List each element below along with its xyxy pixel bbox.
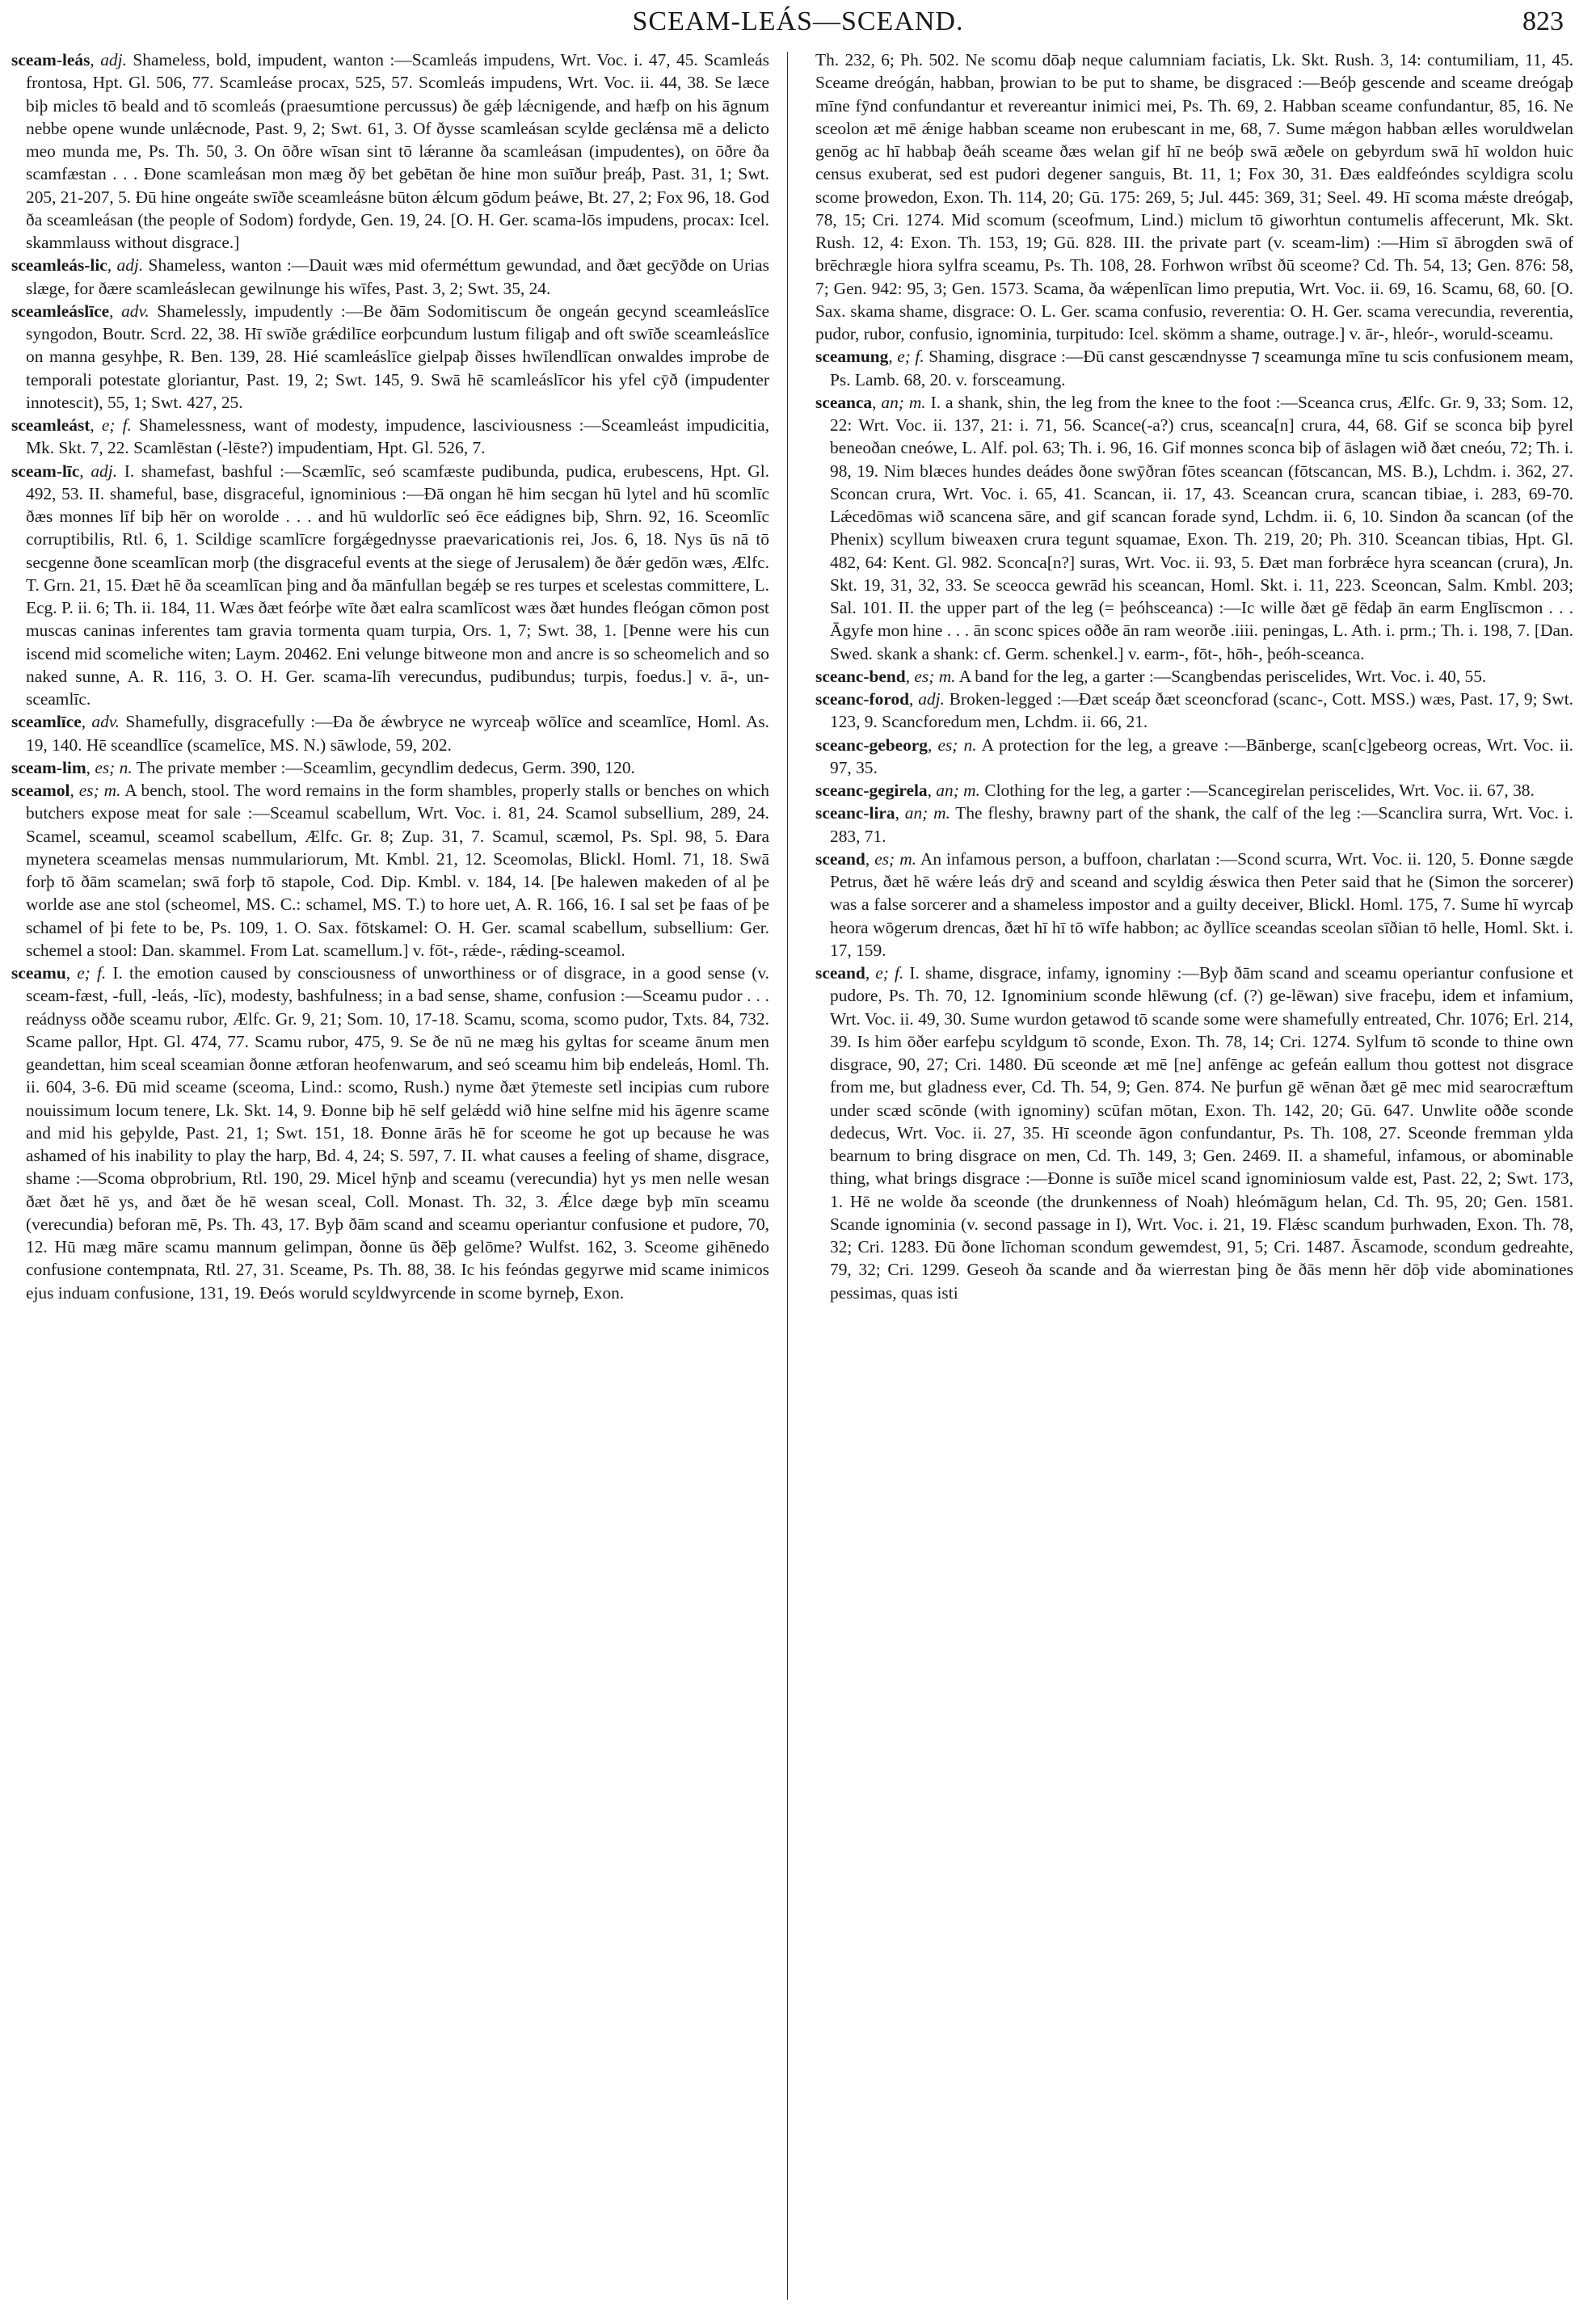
dictionary-entry: sceamung, e; f. Shaming, disgrace :—Ðū canst gescændnysse ⁊ sceamunga mīne tu scis confusionem meam, Ps. Lamb. 68, 20. v. forsceamung.: [815, 347, 1573, 389]
page-number: 823: [1522, 6, 1564, 36]
entry-definition: An infamous person, a buffoon, charlatan :—Scond scurra, Wrt. Voc. ii. 120, 5. Ðonne sægde Petrus, ðæt hē wǽre leás drȳ and sceand and scyldig ǽswica then Peter said that he (Simon the sorcerer) was a false sorcerer and a shameless impostor and a guilty deceiver, Blickl. Homl. 175, 7. Sume hī wyrcaþ heora wōgerum drencas, ðæt hī hī tō wīfe habbon; ac ðyllīce sceandas sceolan sīðian tō helle, Homl. Skt. i. 17, 159.: [830, 848, 1573, 960]
entry-headword: sceamol: [11, 781, 70, 800]
entry-definition: I. a shank, shin, the leg from the knee to the foot :—Sceanca crus, Ælfc. Gr. 9, 33; Som. 12, 22: Wrt. Voc. ii. 137, 21: i. 71, 56. Scance(-a?) crus, sceanca[n] crura, 44, 68. Gif se sconca biþ þyrel beneoðan cneówe, L. Alf. pol. 63; Th. i. 96, 16. Gif monnes sconca biþ of āslagen wið ðæt cneóu, 72; Th. i. 98, 19. Nim blæces hundes deádes ðone swȳðran fōtes sceancan (fōtscancan, MS. B.), Lchdm. i. 362, 27. Sconcan crura, Wrt. Voc. i. 65, 41. Scancan, ii. 17, 43. Sceancan crura, scancan tibiae, i. 283, 69-70. Lǽcedōmas wið scancena sāre, and gif scancan forade synd, Lchdm. ii. 6, 10. Sindon ða scancan (of the Phenix) scyllum biweaxen crura tegunt squamae, Exon. Th. 219, 20; Ph. 310. Sceancan tibias, Hpt. Gl. 482, 64: Kent. Gl. 982. Sconca[n?] suras, Wrt. Voc. ii. 93, 5. Ðæt man forbrǽce hyra sceancan (crura), Jn. Skt. 19, 31, 32, 33. Se sceocca gewrād his sceancan, Homl. Skt. i. 11, 223. Sceoncan, Salm. Kmbl. 203; Sal. 101. II. the upper part of the leg (= þeóhsceanca) :—Ic wille ðæt gē fēdaþ ān earm Englīscmon . . . Āgyfe mon hine . . . ān sconc spices oððe ān ram weorðe .iiii. peningas, L. Ath. i. prm.; Th. i. 198, 7. [Dan. Swed. skank a shank: cf. Germ. schenkel.] v. earm-, fōt-, hōh-, þeóh-sceanca.: [830, 392, 1573, 663]
dictionary-entry: sceamleás-lic, adj. Shameless, wanton :—Dauit wæs mid oferméttum gewundad, and ðæt gecȳðde on Urias slæge, for ðære scamleáslecan gewilnunge his wīfes, Past. 3, 2; Swt. 35, 24.: [11, 255, 769, 298]
dictionary-entry: sceamu, e; f. I. the emotion caused by consciousness of unworthiness or of disgrace, in a good sense (v. sceam-fæst, -full, -leás, -līc), modesty, bashfulness; in a bad sense, shame, confusion :—Sceamu pudor . . . reádnyss oððe sceamu rubor, Ælfc. Gr. 9, 21; Som. 10, 17-18. Scamu, scoma, scomo pudor, Txts. 84, 732. Scame pallor, Hpt. Gl. 474, 77. Scamu rubor, 475, 9. Se ðe nū ne mæg his gyltas for sceame ānum men geandettan, him sceal sceamian ðonne ætforan heofenwarum, and seó sceamu him biþ endeleás, Homl. Th. ii. 604, 3-6. Ðū mid sceame (sceoma, Lind.: scomo, Rush.) nyme ðæt ȳtemeste setl incipias cum rubore nouissimum locum tenere, Lk. Skt. 14, 9. Ðonne biþ hē self gelǽdd wið hine selfne mid his āgenre scame and mid his geþylde, Past. 21, 1; Swt. 151, 18. Ðonne ārās hē for sceome he got up because he was ashamed of his inability to play the harp, Bd. 4, 24; S. 597, 7. II. what causes a feeling of shame, disgrace, shame :—Scoma obprobrium, Rtl. 190, 29. Micel hȳnþ and sceamu (verecundia) hyt ys men nelle wesan ðæt ðæt hē ys, and ðæt ðe hē wesan sceal, Coll. Monast. Th. 32, 3. Ǽlce dæge byþ mīn sceamu (verecundia) beforan mē, Ps. Th. 43, 17. Byþ ðām scand and sceamu operiantur confusione et pudore, 70, 12. Hū mæg māre scamu mannum gelimpan, ðonne ūs ðēþ gelōme? Wulfst. 162, 3. Sceome gihēnedo confusione contempnata, Rtl. 27, 31. Sceame, Ps. Th. 88, 38. Ic his feóndas gegyrwe mid scame inimicos ejus induam confusione, 131, 19. Ðeós woruld scyldwyrcende in scome byrneþ, Exon.: [11, 963, 769, 1303]
entry-headword: sceanc-gebeorg: [815, 735, 928, 755]
entry-headword: sceamlīce: [11, 712, 82, 732]
entry-headword: sceamleást: [11, 415, 91, 435]
entry-definition: I. shame, disgrace, infamy, ignominy :—Byþ ðām scand and sceamu operiantur confusione et pudore, Ps. Th. 70, 12. Ignominium sconde hlēwung (cf. (?) ge-lēwan) sive fraceþu, idem et infamium, Wrt. Voc. ii. 49, 30. Sume wurdon getawod tō scande some were shamefully entreated, Chr. 1076; Erl. 214, 39. Is him ōðer earfeþu scyldgum tō sconde, Exon. Th. 78, 14; Cri. 1274. Sylfum tō sconde to thine own disgrace, 90, 27; Cri. 1480. Ðū sceonde æt mē [ne] anfēnge ac gefeán eallum thou gottest not disgrace from me, but gladness ever, Cd. Th. 54, 9; Gen. 874. Ne þurfun gē wēnan ðæt gē mec mid searocræftum under scæd scōnde (with ignominy) scūfan mōtan, Exon. Th. 142, 20; Gū. 647. Unwlite oððe sconde dedecus, Wrt. Voc. ii. 27, 35. Hī sceonde āgon confundantur, Ps. Th. 108, 27. Sceonde fremman ylda bearnum to bring disgrace on men, Cd. Th. 149, 3; Gen. 2469. II. a shameful, infamous, or abominable thing, what brings disgrace :—Ðonne is suīðe micel scand ignominiosum valde est, Past. 22, 2; Swt. 173, 1. Hē ne wolde ða sceonde (the drunkenness of Noah) hleómāgum helan, Cd. Th. 95, 20; Gen. 1581. Scande ignominia (v. second passage in I), Wrt. Voc. i. 21, 19. Flǽsc scandum þurhwaden, Exon. Th. 78, 32; Cri. 1283. Ðū ðone līchoman scondum gewemdest, 91, 5; Cri. 1487. Āscamode, scondum gedreahte, 79, 32; Cri. 1299. Geseoh ða scande and ða wierrestan þing ðe ðās menn hēr dōþ vide abominationes pessimas, quas isti: [830, 963, 1573, 1303]
entry-grammar: es; m.: [874, 848, 916, 869]
entry-grammar: an; m.: [936, 781, 980, 800]
entry-definition: Shaming, disgrace :—Ðū canst gescændnysse ⁊ sceamunga mīne tu scis confusionem meam, Ps. Lamb. 68, 20. v. forsceamung.: [830, 347, 1573, 389]
dictionary-entry: sceanc-gegirela, an; m. Clothing for the leg, a garter :—Scancegirelan periscelides, Wrt. Voc. ii. 67, 38.: [815, 781, 1535, 800]
left-column: [11, 48, 769, 2303]
dictionary-entry: sceand, e; f. I. shame, disgrace, infamy, ignominy :—Byþ ðām scand and sceamu operiantur confusione et pudore, Ps. Th. 70, 12. Ignominium sconde hlēwung (cf. (?) ge-lēwan) sive fraceþu, idem et infamium, Wrt. Voc. ii. 49, 30. Sume wurdon getawod tō scande some were shamefully entreated, Chr. 1076; Erl. 214, 39. Is him ōðer earfeþu scyldgum tō sconde, Exon. Th. 78, 14; Cri. 1274. Sylfum tō sconde to thine own disgrace, 90, 27; Cri. 1480. Ðū sceonde æt mē [ne] anfēnge ac gefeán eallum thou gottest not disgrace from me, but gladness ever, Cd. Th. 54, 9; Gen. 874. Ne þurfun gē wēnan ðæt gē mec mid searocræftum under scæd scōnde (with ignominy) scūfan mōtan, Exon. Th. 142, 20; Gū. 647. Unwlite oððe sconde dedecus, Wrt. Voc. ii. 27, 35. Hī sceonde āgon confundantur, Ps. Th. 108, 27. Sceonde fremman ylda bearnum to bring disgrace on men, Cd. Th. 149, 3; Gen. 2469. II. a shameful, infamous, or abominable thing, what brings disgrace :—Ðonne is suīðe micel scand ignominiosum valde est, Past. 22, 2; Swt. 173, 1. Hē ne wolde ða sceonde (the drunkenness of Noah) hleómāgum helan, Cd. Th. 95, 20; Gen. 1581. Scande ignominia (v. second passage in I), Wrt. Voc. i. 21, 19. Flǽsc scandum þurhwaden, Exon. Th. 78, 32; Cri. 1283. Ðū ðone līchoman scondum gewemdest, 91, 5; Cri. 1487. Āscamode, scondum gedreahte, 79, 32; Cri. 1299. Geseoh ða scande and ða wierrestan þing ðe ðās menn hēr dōþ vide abominationes pessimas, quas isti: [815, 963, 1573, 1303]
entry-headword: sceam-lim: [11, 757, 86, 777]
entry-definition: A bench, stool. The word remains in the form shambles, properly stalls or benches on which butchers expose meat for sale :—Sceamul scabellum, Wrt. Voc. i. 81, 24. Scamol subsellium, 289, 24. Scamel, sceamul, sceamol scabellum, Ælfc. Gr. 8; Zup. 31, 7. Scamul, scæmol, Ps. Spl. 98, 5. Ðara mynetera sceamelas mensas nummulariorum, Mt. Kmbl. 21, 12. Sceomolas, Blickl. Homl. 71, 18. Swā forþ tō ðām scamelan; swā forþ tō stapole, Cod. Dip. Kmbl. v. 184, 14. [Þe halewen makeden of al þe worlde ase ane stol (scheomel, MS. C.: schamel, MS. T.) to hore uet, A. R. 166, 16. I sal set þe faas of þe schamel of þi fete to be, Ps. 109, 1. O. Sax. fōtskamel: O. H. Ger. scamal scabellum, subsellium: Ger. schemel a stool: Dan. skammel. From Lat. scamellum.] v. fōt-, rǽde-, rǽding-sceamol.: [26, 781, 769, 960]
entry-headword: sceam-leás: [11, 50, 91, 69]
page-header: [0, 0, 1596, 45]
entry-grammar: es; m.: [914, 666, 956, 686]
entry-definition: Clothing for the leg, a garter :—Scancegirelan periscelides, Wrt. Voc. ii. 67, 38.: [984, 781, 1535, 800]
entry-definition: Shameless, wanton :—Dauit wæs mid oferméttum gewundad, and ðæt gecȳðde on Urias slæge, for ðære scamleáslecan gewilnunge his wīfes, Past. 3, 2; Swt. 35, 24.: [26, 255, 769, 298]
dictionary-entry: sceamleáslīce, adv. Shamelessly, impudently :—Be ðām Sodomitiscum ðe ongeán gecynd sceamleáslīce syngodon, Boutr. Scrd. 22, 38. Hī swīðe grǽdilīce eorþcundum lustum filigaþ and oft swīðe sceamleáslīce on manna gesyhþe, R. Ben. 139, 28. Hié scamleáslīce gielpaþ ðisses hwīlendlīcan onwaldes improbe de temporali potestate gloriantur, Past. 19, 2; Swt. 145, 9. Swā hē scamleáslīcor his yfel cȳð (impudenter innotescit), 55, 1; Swt. 427, 25.: [11, 301, 769, 412]
entry-headword: sceanc-bend: [815, 666, 906, 686]
entry-headword: sceand: [815, 963, 865, 983]
entry-headword: sceamleáslīce: [11, 301, 110, 321]
entry-headword: sceanc-lira: [815, 803, 895, 823]
entry-definition: Shamelessness, want of modesty, impudence, lasciviousness :—Sceamleást impudicitia, Mk. Skt. 7, 22. Scamlēstan (-lēste?) impudentiam, Hpt. Gl. 526, 7.: [26, 415, 769, 458]
dictionary-entry: sceanc-forod, adj. Broken-legged :—Ðæt sceáp ðæt sceoncforad (scanc-, Cott. MSS.) wæs, Past. 17, 9; Swt. 123, 9. Scancforedum men, Lchdm. ii. 66, 21.: [815, 689, 1573, 732]
dictionary-entry: sceamlīce, adv. Shamefully, disgracefully :—Ða ðe ǽwbryce ne wyrceaþ wōlīce and sceamlīce, Homl. As. 19, 140. Hē sceandlīce (scamelīce, MS. N.) sāwlode, 59, 202.: [11, 712, 769, 755]
dictionary-entry: sceand, es; m. An infamous person, a buffoon, charlatan :—Scond scurra, Wrt. Voc. ii. 120, 5. Ðonne sægde Petrus, ðæt hē wǽre leás drȳ and sceand and scyldig ǽswica then Peter said that he (Simon the sorcerer) was a false sorcerer and a shameless impostor and a guilty deceiver, Blickl. Homl. 175, 7. Sume hī wyrcaþ heora wōgerum drencas, ðæt hī hī tō wīfe habbon; ac ðyllīce sceandas sceolan sīðian tō helle, Homl. Skt. i. 17, 159.: [815, 848, 1573, 960]
entry-headword: sceanc-forod: [815, 689, 910, 709]
entry-grammar: es; m.: [78, 781, 121, 800]
dictionary-entry: sceanc-gebeorg, es; n. A protection for the leg, a greave :—Bānberge, scan[c]gebeorg ocreas, Wrt. Voc. ii. 97, 35.: [815, 735, 1573, 777]
entry-grammar: adv.: [91, 712, 120, 732]
entry-headword: sceamu: [11, 963, 66, 983]
entry-grammar: e; f.: [897, 347, 924, 367]
entry-grammar: e; f.: [101, 415, 132, 435]
entry-grammar: adj.: [918, 689, 945, 709]
entry-headword: sceam-līc: [11, 461, 80, 481]
entry-definition: A band for the leg, a garter :—Scangbendas periscelides, Wrt. Voc. i. 40, 55.: [958, 666, 1487, 686]
dictionary-entry: sceam-līc, adj. I. shamefast, bashful :—Scæmlīc, seó scamfæste pudibunda, pudica, erubescens, Hpt. Gl. 492, 53. II. shameful, base, disgraceful, ignominious :—Ðā ongan hē him secgan hū lytel and hū scomlīc ðæs monnes līf biþ hēr on worolde . . . and hū wuldorlīc seó ēce eádignes biþ, Shrn. 92, 16. Sceomlīc corruptibilis, Rtl. 6, 1. Scildige scamlīcre forgǽgednysse praevaricationis rei, Jos. 6, 18. Nys ūs nā tō secgenne ðone sceamlīcan morþ (the disgraceful events at the siege of Jerusalem) ðe ðǽr gedōn wæs, Ælfc. T. Grn. 21, 15. Ðæt hē ða sceamlīcan þing and ða mānfullan begǽþ se res turpes et scelestas committere, L. Ecg. P. ii. 6; Th. ii. 184, 11. Wæs ðæt feórþe wīte ðæt ealra scamlīcost wæs ðæt hundes fleógan cōmon post muscas caninas inferentes tam gravia tormenta quam turpia, Ors. 1, 7; Swt. 38, 1. [Þenne were his cun iscend mid scomeliche witen; Laym. 20462. Eni velunge bitweone mon and ancre is so scheomelich and so naked sunne, A. R. 116, 3. O. H. Ger. scama-līh verecundus, pudibundus; turpis, foedus.] v. ā-, un-sceamlīc.: [11, 461, 769, 709]
dictionary-entry: sceam-leás, adj. Shameless, bold, impudent, wanton :—Scamleás impudens, Wrt. Voc. i. 47, 45. Scamleás frontosa, Hpt. Gl. 506, 77. Scamleáse procax, 525, 57. Scomleás impudens, Wrt. Voc. ii. 44, 38. Se læce biþ micles tō beald and tō scomleás (praesumtione percussus) ðe gǽþ lǽcnigende, and hæfþ on his āgnum nebbe opene wunde unlǽcnode, Past. 9, 2; Swt. 61, 3. Of ðysse scamleásan scylde geclǽnsa mē a delicto meo munda me, Ps. Th. 50, 3. On ōðre wīsan sint tō lǽranne ða scamleásan (impudentes), on ōðre ða scamfæstan . . . Ðone scamleásan mon mæg ðȳ bet gebētan ðe hine mon suīður þreáþ, Past. 31, 1; Swt. 205, 21-207, 5. Ðū hine ongeáte swīðe sceamleásne būton ǽlcum gōdum þeáwe, Bt. 27, 2; Fox 96, 18. God ða sceamleásan (the people of Sodom) fordyde, Gen. 19, 24. [O. H. Ger. scama-lōs impudens, procax: Icel. skammlauss without disgrace.]: [11, 50, 769, 252]
entry-definition: A protection for the leg, a greave :—Bānberge, scan[c]gebeorg ocreas, Wrt. Voc. ii. 97, 35.: [830, 735, 1573, 777]
entry-definition: Shamefully, disgracefully :—Ða ðe ǽwbryce ne wyrceaþ wōlīce and sceamlīce, Homl. As. 19, 140. Hē sceandlīce (scamelīce, MS. N.) sāwlode, 59, 202.: [26, 712, 769, 755]
dictionary-entry: sceamol, es; m. A bench, stool. The word remains in the form shambles, properly stalls or benches on which butchers expose meat for sale :—Sceamul scabellum, Wrt. Voc. i. 81, 24. Scamol subsellium, 289, 24. Scamel, sceamul, sceamol scabellum, Ælfc. Gr. 8; Zup. 31, 7. Scamul, scæmol, Ps. Spl. 98, 5. Ðara mynetera sceamelas mensas nummulariorum, Mt. Kmbl. 21, 12. Sceomolas, Blickl. Homl. 71, 18. Swā forþ tō ðām scamelan; swā forþ tō stapole, Cod. Dip. Kmbl. v. 184, 14. [Þe halewen makeden of al þe worlde ase ane stol (scheomel, MS. C.: schamel, MS. T.) to hore uet, A. R. 166, 16. I sal set þe faas of þe schamel of þi fete to be, Ps. 109, 1. O. Sax. fōtskamel: O. H. Ger. scamal scabellum, subsellium: Ger. schemel a stool: Dan. skammel. From Lat. scamellum.] v. fōt-, rǽde-, rǽding-sceamol.: [11, 781, 769, 960]
entry-grammar: adj.: [116, 255, 144, 276]
entry-definition: Shameless, bold, impudent, wanton :—Scamleás impudens, Wrt. Voc. i. 47, 45. Scamleás frontosa, Hpt. Gl. 506, 77. Scamleáse procax, 525, 57. Scomleás impudens, Wrt. Voc. ii. 44, 38. Se læce biþ micles tō beald and tō scomleás (praesumtione percussus) ðe gǽþ lǽcnigende, and hæfþ on his āgnum nebbe opene wunde unlǽcnode, Past. 9, 2; Swt. 61, 3. Of ðysse scamleásan scylde geclǽnsa mē a delicto meo munda me, Ps. Th. 50, 3. On ōðre wīsan sint tō lǽranne ða scamleásan (impudentes), on ōðre ða scamfæstan . . . Ðone scamleásan mon mæg ðȳ bet gebētan ðe hine mon suīður þreáþ, Past. 31, 1; Swt. 205, 21-207, 5. Ðū hine ongeáte swīðe sceamleásne būton ǽlcum gōdum þeáwe, Bt. 27, 2; Fox 96, 18. God ða sceamleásan (the people of Sodom) fordyde, Gen. 19, 24. [O. H. Ger. scama-lōs impudens, procax: Icel. skammlauss without disgrace.]: [26, 50, 769, 252]
entry-grammar: es; n.: [95, 757, 133, 777]
entry-definition: I. the emotion caused by consciousness of unworthiness or of disgrace, in a good sense (v. sceam-fæst, -full, -leás, -līc), modesty, bashfulness; in a bad sense, shame, confusion :—Sceamu pudor . . . reádnyss oððe sceamu rubor, Ælfc. Gr. 9, 21; Som. 10, 17-18. Scamu, scoma, scomo pudor, Txts. 84, 732. Scame pallor, Hpt. Gl. 474, 77. Scamu rubor, 475, 9. Se ðe nū ne mæg his gyltas for sceame ānum men geandettan, him sceal sceamian ðonne ætforan heofenwarum, and seó sceamu him biþ endeleás, Homl. Th. ii. 604, 3-6. Ðū mid sceame (sceoma, Lind.: scomo, Rush.) nyme ðæt ȳtemeste setl incipias cum rubore nouissimum locum tenere, Lk. Skt. 14, 9. Ðonne biþ hē self gelǽdd wið hine selfne mid his āgenre scame and mid his geþylde, Past. 21, 1; Swt. 151, 18. Ðonne ārās hē for sceome he got up because he was ashamed of his inability to play the harp, Bd. 4, 24; S. 597, 7. II. what causes a feeling of shame, disgrace, shame :—Scoma obprobrium, Rtl. 190, 29. Micel hȳnþ and sceamu (verecundia) hyt ys men nelle wesan ðæt ðæt hē ys, and ðæt ðe hē wesan sceal, Coll. Monast. Th. 32, 3. Ǽlce dæge byþ mīn sceamu (verecundia) beforan mē, Ps. Th. 43, 17. Byþ ðām scand and sceamu operiantur confusione et pudore, 70, 12. Hū mæg māre scamu mannum gelimpan, ðonne ūs ðēþ gelōme? Wulfst. 162, 3. Sceome gihēnedo confusione contempnata, Rtl. 27, 31. Sceame, Ps. Th. 88, 38. Ic his feóndas gegyrwe mid scame inimicos ejus induam confusione, 131, 19. Ðeós woruld scyldwyrcende in scome byrneþ, Exon.: [26, 963, 769, 1303]
entry-definition: The fleshy, brawny part of the shank, the calf of the leg :—Scanclira surra, Wrt. Voc. i. 283, 71.: [830, 803, 1573, 846]
dictionary-entry: sceamleást, e; f. Shamelessness, want of modesty, impudence, lasciviousness :—Sceamleást impudicitia, Mk. Skt. 7, 22. Scamlēstan (-lēste?) impudentiam, Hpt. Gl. 526, 7.: [11, 415, 769, 458]
entry-definition: The private member :—Sceamlim, gecyndlim dedecus, Germ. 390, 120.: [136, 757, 635, 777]
dictionary-entry: sceanc-bend, es; m. A band for the leg, a garter :—Scangbendas periscelides, Wrt. Voc. i. 40, 55.: [815, 666, 1487, 686]
entry-grammar: adv.: [121, 301, 149, 321]
entry-headword: sceamleás-lic: [11, 255, 107, 276]
entry-grammar: e; f.: [77, 963, 107, 983]
entry-grammar: adj.: [100, 50, 127, 69]
entry-grammar: e; f.: [875, 963, 904, 983]
page-title: SCEAM-LEÁS—SCEAND.: [632, 6, 964, 36]
entry-headword: sceand: [815, 848, 865, 869]
dictionary-entry: sceanca, an; m. I. a shank, shin, the leg from the knee to the foot :—Sceanca crus, Ælfc. Gr. 9, 33; Som. 12, 22: Wrt. Voc. ii. 137, 21: i. 71, 56. Scance(-a?) crus, sceanca[n] crura, 44, 68. Gif se sconca biþ þyrel beneoðan cneówe, L. Alf. pol. 63; Th. i. 96, 16. Gif monnes sconca biþ of āslagen wið ðæt cneóu, 72; Th. i. 98, 19. Nim blæces hundes deádes ðone swȳðran fōtes sceancan (fōtscancan, MS. B.), Lchdm. i. 362, 27. Sconcan crura, Wrt. Voc. i. 65, 41. Scancan, ii. 17, 43. Sceancan crura, scancan tibiae, i. 283, 69-70. Lǽcedōmas wið scancena sāre, and gif scancan forade synd, Lchdm. ii. 6, 10. Sindon ða scancan (of the Phenix) scyllum biweaxen crura tegunt squamae, Exon. Th. 219, 20; Ph. 310. Sceancan tibias, Hpt. Gl. 482, 64: Kent. Gl. 982. Sconca[n?] suras, Wrt. Voc. ii. 93, 5. Ðæt man forbrǽce hyra sceancan (crura), Jn. Skt. 19, 31, 32, 33. Se sceocca gewrād his sceancan, Homl. Skt. i. 11, 223. Sceoncan, Salm. Kmbl. 203; Sal. 101. II. the upper part of the leg (= þeóhsceanca) :—Ic wille ðæt gē fēdaþ ān earm Englīscmon . . . Āgyfe mon hine . . . ān sconc spices oððe ān ram weorðe .iiii. peningas, L. Ath. i. prm.; Th. i. 198, 7. [Dan. Swed. skank a shank: cf. Germ. schenkel.] v. earm-, fōt-, hōh-, þeóh-sceanca.: [815, 392, 1573, 663]
entry-grammar: an; m.: [881, 392, 926, 412]
dictionary-entry: sceanc-lira, an; m. The fleshy, brawny part of the shank, the calf of the leg :—Scanclira surra, Wrt. Voc. i. 283, 71.: [815, 803, 1573, 846]
entry-definition: Broken-legged :—Ðæt sceáp ðæt sceoncforad (scanc-, Cott. MSS.) wæs, Past. 17, 9; Swt. 123, 9. Scancforedum men, Lchdm. ii. 66, 21.: [830, 689, 1573, 732]
entry-definition: Th. 232, 6; Ph. 502. Ne scomu dōaþ neque calumniam faciatis, Lk. Skt. Rush. 3, 14: contumiliam, 11, 45. Sceame dreógán, habban, þrowian to be put to shame, be disgraced :—Beóþ gescende and sceame dreógaþ mīne fȳnd confundantur et revereantur inimici mei, Ps. Th. 69, 2. Habban sceame confundantur, 85, 16. Ne sceolon æt mē ǽnige habban sceame non erubescant in me, 68, 7. Sume mǽgon habban ælles woruldwelan genōg ac hī habbaþ ðeáh sceame ðæs welan gif hī ne beóþ swā æðele on gebyrdum swā hī woldon huic census exuberat, sed est pudori degener sanguis, Bt. 11, 1; Fox 30, 31. Ðæs ealdfeóndes scyldigra scolu scome þrowedon, Exon. Th. 114, 20; Gū. 175: 269, 5; Jul. 445: 369, 31; Seel. 49. Hī scoma mǽste dreógaþ, 78, 15; Cri. 1274. Mid scomum (sceofmum, Lind.) miclum tō giworhtun contumelis affecerunt, Mk. Skt. Rush. 12, 4: Exon. Th. 153, 19; Gū. 828. III. the private part (v. sceam-lim) :—Him sī ābrogden swā of brēchrægle hiora sylfra sceamu, Ps. Th. 108, 28. Forhwon wrībst ðū sceome? Cd. Th. 54, 13; Gen. 876: 58, 7; Gen. 942: 95, 3; Gen. 1573. Scama, ða wǽpenlīcan limo preputia, Wrt. Voc. ii. 69, 16. Scamu, 68, 60. [O. Sax. skama shame, disgrace: O. L. Ger. scama confusio, reverentia: O. H. Ger. scama verecundia, reverentia, pudor, rubor, confusio, ignominia, turpitudo: Icel. skömm a shame, outrage.] v. ār-, hleór-, woruld-sceamu.: [815, 50, 1573, 343]
dictionary-entry: sceam-lim, es; n. The private member :—Sceamlim, gecyndlim dedecus, Germ. 390, 120.: [11, 757, 635, 777]
entry-grammar: an; m.: [904, 803, 950, 823]
dictionary-entry: [815, 48, 1573, 345]
entry-definition: I. shamefast, bashful :—Scæmlīc, seó scamfæste pudibunda, pudica, erubescens, Hpt. Gl. 492, 53. II. shameful, base, disgraceful, ignominious :—Ðā ongan hē him secgan hū lytel and hū scomlīc ðæs monnes līf biþ hēr on worolde . . . and hū wuldorlīc seó ēce eádignes biþ, Shrn. 92, 16. Sceomlīc corruptibilis, Rtl. 6, 1. Scildige scamlīcre forgǽgednysse praevaricationis rei, Jos. 6, 18. Nys ūs nā tō secgenne ðone sceamlīcan morþ (the disgraceful events at the siege of Jerusalem) ðe ðǽr gedōn wæs, Ælfc. T. Grn. 21, 15. Ðæt hē ða sceamlīcan þing and ða mānfullan begǽþ se res turpes et scelestas committere, L. Ecg. P. ii. 6; Th. ii. 184, 11. Wæs ðæt feórþe wīte ðæt ealra scamlīcost wæs ðæt hundes fleógan cōmon post muscas caninas inferentes tam gravia tormenta quam turpia, Ors. 1, 7; Swt. 38, 1. [Þenne were his cun iscend mid scomeliche witen; Laym. 20462. Eni velunge bitweone mon and ancre is so scheomelich and so naked sunne, A. R. 116, 3. O. H. Ger. scama-līh verecundus, pudibundus; turpis, foedus.] v. ā-, un-sceamlīc.: [26, 461, 769, 709]
right-column: [815, 48, 1573, 2303]
column-divider: [787, 52, 788, 2300]
entry-headword: sceanc-gegirela: [815, 781, 928, 800]
entry-definition: Shamelessly, impudently :—Be ðām Sodomitiscum ðe ongeán gecynd sceamleáslīce syngodon, Boutr. Scrd. 22, 38. Hī swīðe grǽdilīce eorþcundum lustum filigaþ and oft swīðe sceamleáslīce on manna gesyhþe, R. Ben. 139, 28. Hié scamleáslīce gielpaþ ðisses hwīlendlīcan onwaldes improbe de temporali potestate gloriantur, Past. 19, 2; Swt. 145, 9. Swā hē scamleáslīcor his yfel cȳð (impudenter innotescit), 55, 1; Swt. 427, 25.: [26, 301, 769, 412]
entry-grammar: adj.: [91, 461, 118, 481]
entry-grammar: es; n.: [937, 735, 977, 755]
entry-headword: sceamung: [815, 347, 889, 367]
entry-headword: sceanca: [815, 392, 873, 412]
